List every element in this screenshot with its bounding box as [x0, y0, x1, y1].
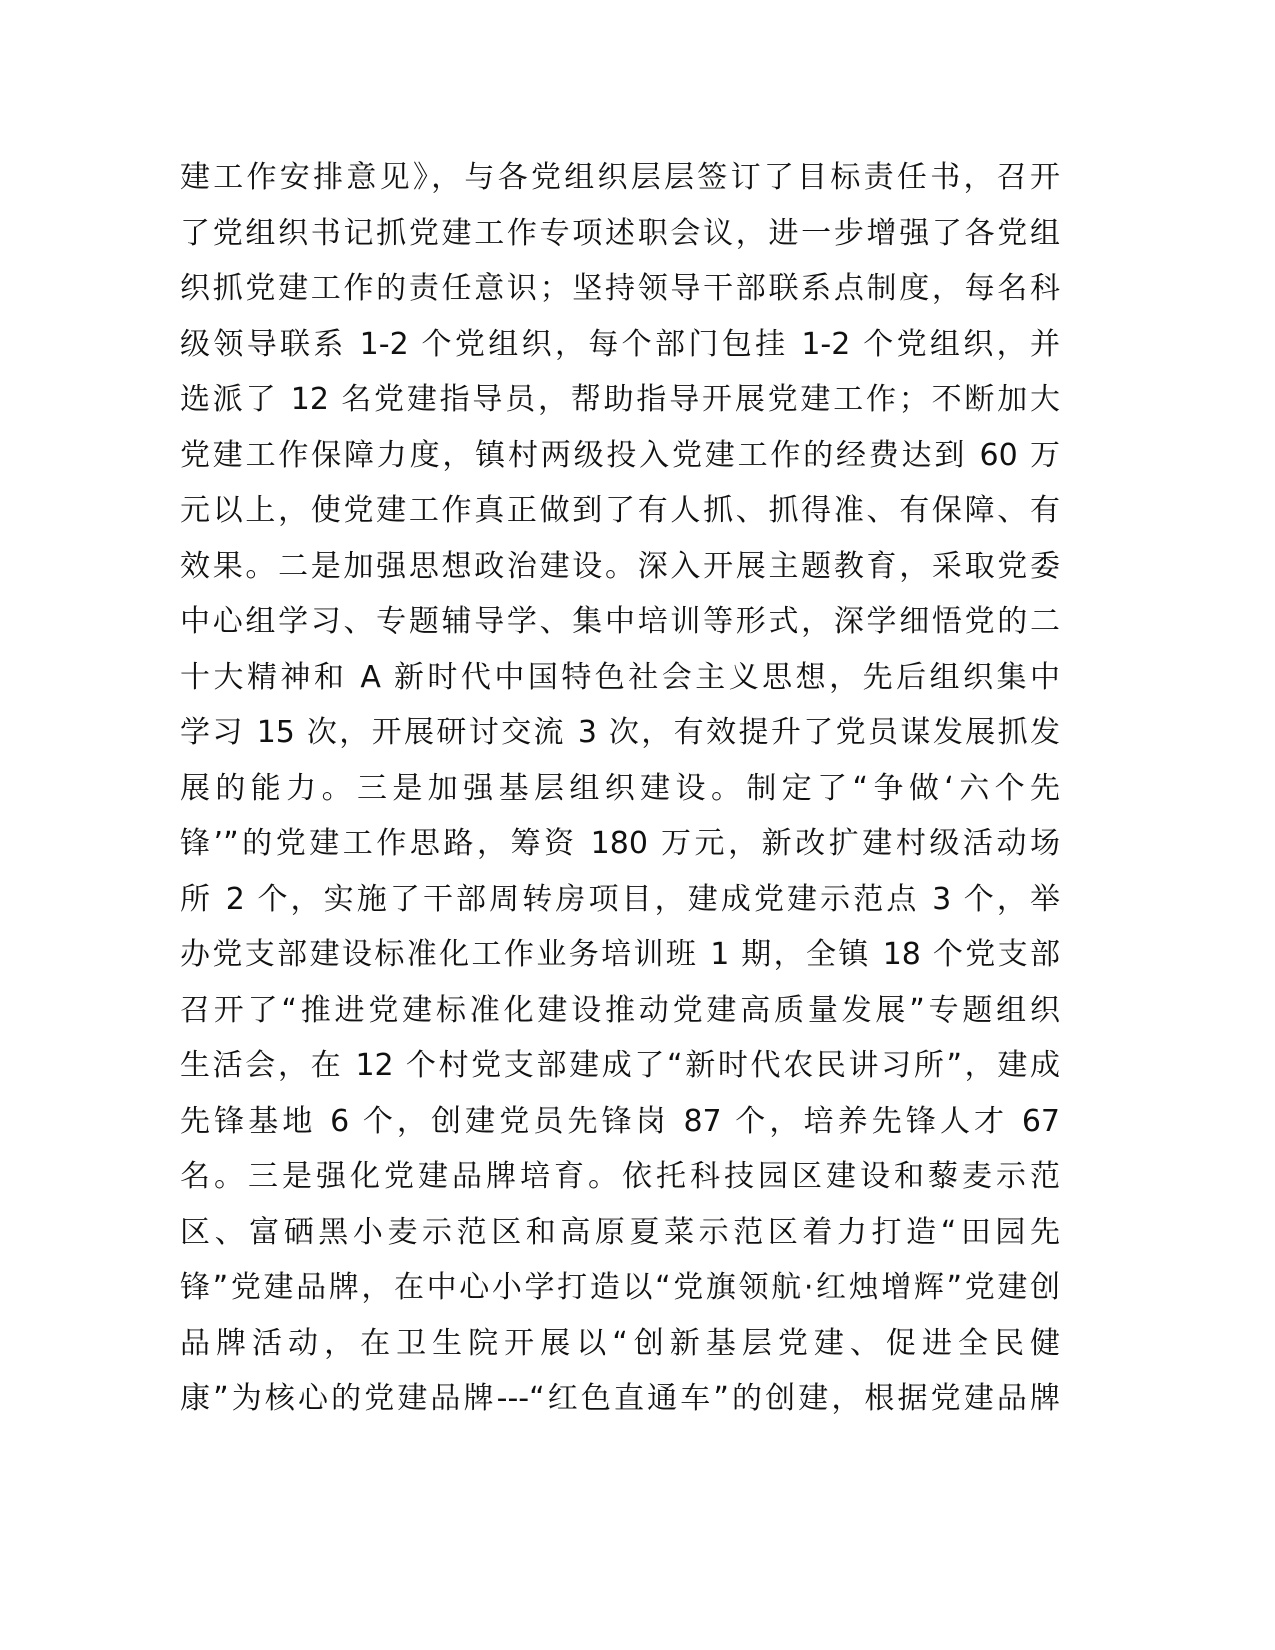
- text-line: 召开了“推进党建标准化建设推动党建高质量发展”专题组织: [180, 992, 1060, 1028]
- text-line: 锋”党建品牌，在中心小学打造以“党旗领航·红烛增辉”党建创: [180, 1270, 1060, 1305]
- text-line: 选派了 12 名党建指导员，帮助指导开展党建工作；不断加大: [180, 382, 1060, 417]
- text-line: 康”为核心的党建品牌---“红色直通车”的创建，根据党建品牌: [180, 1381, 1060, 1416]
- text-line: 展的能力。三是加强基层组织建设。制定了“争做‘六个先: [180, 770, 1060, 806]
- body-text: [180, 150, 1060, 1427]
- text-line: 所 2 个，实施了干部周转房项目，建成党建示范点 3 个，举: [180, 881, 1060, 917]
- text-line: 建工作安排意见》，与各党组织层层签订了目标责任书，召开: [180, 160, 1060, 195]
- text-line: 元以上，使党建工作真正做到了有人抓、抓得准、有保障、有: [180, 493, 1060, 528]
- text-line: 办党支部建设标准化工作业务培训班 1 期，全镇 18 个党支部: [180, 937, 1060, 972]
- text-line: 党建工作保障力度，镇村两级投入党建工作的经费达到 60 万: [180, 437, 1060, 473]
- text-line: 效果。二是加强思想政治建设。深入开展主题教育，采取党委: [180, 548, 1060, 584]
- text-line: 先锋基地 6 个，创建党员先锋岗 87 个，培养先锋人才 67: [180, 1103, 1060, 1139]
- text-line: 级领导联系 1-2 个党组织，每个部门包挂 1-2 个党组织，并: [180, 326, 1060, 362]
- text-line: 中心组学习、专题辅导学、集中培训等形式，深学细悟党的二: [180, 604, 1060, 639]
- text-line: 十大精神和 A 新时代中国特色社会主义思想，先后组织集中: [180, 659, 1060, 695]
- text-line: 织抓党建工作的责任意识；坚持领导干部联系点制度，每名科: [180, 271, 1060, 306]
- text-line: 名。三是强化党建品牌培育。依托科技园区建设和藜麦示范: [180, 1159, 1060, 1194]
- text-line: 品牌活动，在卫生院开展以“创新基层党建、促进全民健: [180, 1325, 1060, 1361]
- text-line: 生活会，在 12 个村党支部建成了“新时代农民讲习所”，建成: [180, 1048, 1060, 1083]
- text-line: 学习 15 次，开展研讨交流 3 次，有效提升了党员谋发展抓发: [180, 715, 1060, 750]
- text-line: 区、富硒黑小麦示范区和高原夏菜示范区着力打造“田园先: [180, 1214, 1060, 1250]
- text-line: 锋’”的党建工作思路，筹资 180 万元，新改扩建村级活动场: [180, 826, 1060, 861]
- text-line: 了党组织书记抓党建工作专项述职会议，进一步增强了各党组: [180, 215, 1060, 251]
